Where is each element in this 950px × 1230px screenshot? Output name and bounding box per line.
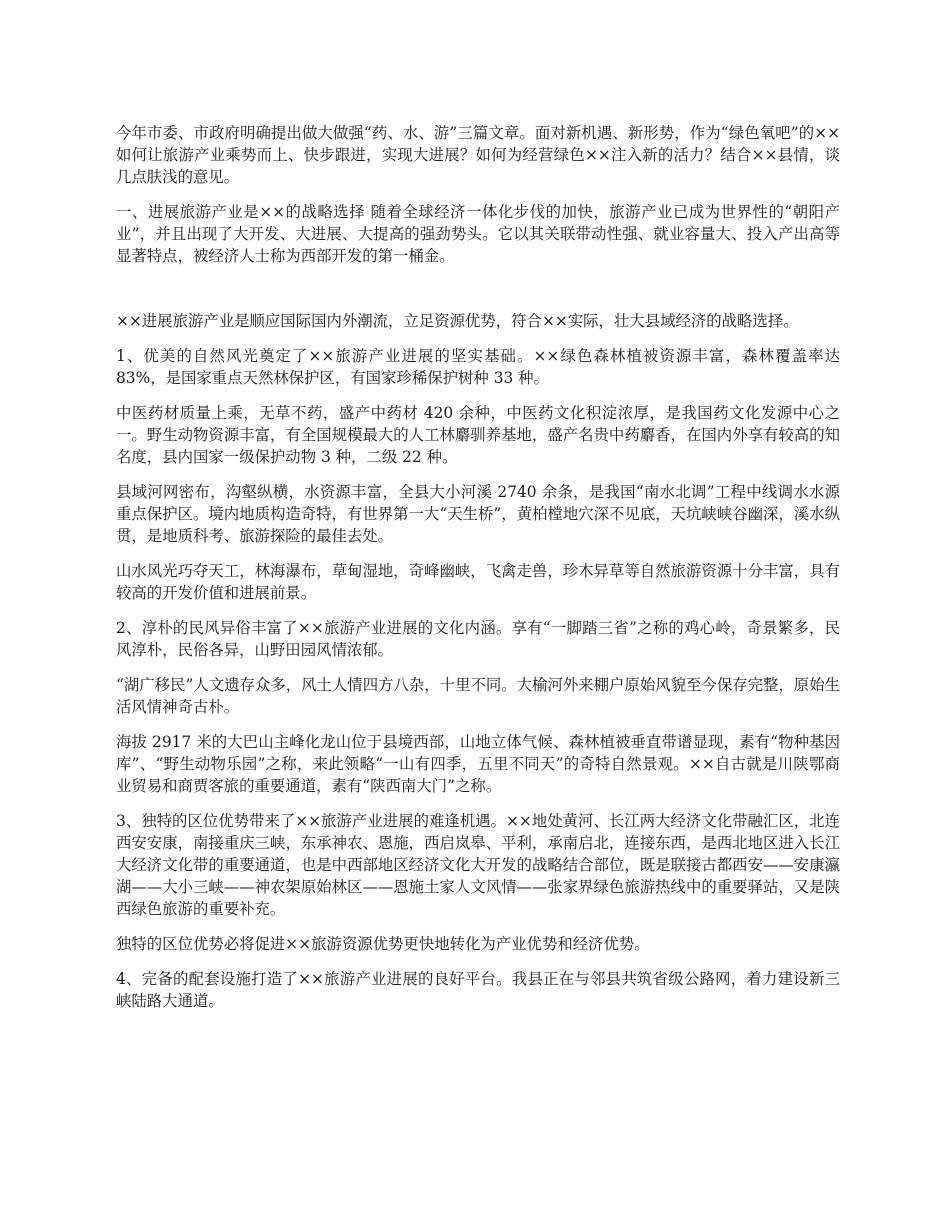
paragraph-scenery: 山水风光巧夺天工，林海瀑布，草甸湿地，奇峰幽峡，飞禽走兽，珍木异草等自然旅游资源十分丰富，具有较高的开发价值和进展前景。 [116,562,840,602]
paragraph-section-1-heading: 一、进展旅游产业是××的战略选择 随着全球经济一体化步伐的加快，旅游产业已成为世界性的“朝阳产业”，并且出现了大开发、大进展、大提高的强劲势头。它以其关联带动性强、就业容量大、投入产出高等显著特点，被经济人士称为西部开发的第一桶金。 [116,203,840,265]
paragraph-point-1: 1、优美的自然风光奠定了××旅游产业进展的坚实基础。××绿色森林植被资源丰富，森林覆盖率达 83%，是国家重点天然林保护区，有国家珍稀保护树种 33 种。 [116,347,840,387]
paragraph-herbs: 中医药材质量上乘，无草不药，盛产中药材 420 余种，中医药文化积淀浓厚，是我国药文化发源中心之一。野生动物资源丰富，有全国规模最大的人工林麝驯养基地，盛产名贵中药麝香，在国内外享有较高的知名度，县内国家一级保护动物 3 种，二级 22 种。 [116,404,840,466]
document-body [116,122,840,1025]
paragraph-point-2: 2、淳朴的民风异俗丰富了××旅游产业进展的文化内涵。享有“一脚踏三省”之称的鸡心岭，奇景繁多，民风淳朴，民俗各异，山野田园风情浓郁。 [116,619,840,659]
paragraph-mountain: 海拔 2917 米的大巴山主峰化龙山位于县境西部，山地立体气候、森林植被垂直带谱显现，素有“物种基因库”、“野生动物乐园”之称，来此领略“一山有四季，五里不同天”的奇特自然景观。××自古就是川陕鄂商业贸易和商贾客旅的重要通道，素有“陕西南大门”之称。 [116,733,840,795]
paragraph-migrants: “湖广移民”人文遗存众多，风土人情四方八杂，十里不同。大榆河外来棚户原始风貌至今保存完整，原始生活风情神奇古朴。 [116,676,840,716]
paragraph-strategy: ××进展旅游产业是顺应国际国内外潮流，立足资源优势，符合××实际，壮大县域经济的战略选择。 [116,312,799,330]
paragraph-rivers: 县域河网密布，沟壑纵横，水资源丰富，全县大小河溪 2740 余条，是我国“南水北调”工程中线调水水源重点保护区。境内地质构造奇特，有世界第一大“天生桥”，黄柏樘地穴深不见底，天坑峡峡谷幽深，溪水纵贯，是地质科考、旅游探险的最佳去处。 [116,483,840,545]
paragraph-location-advantage: 独特的区位优势必将促进××旅游资源优势更快地转化为产业优势和经济优势。 [116,935,650,953]
paragraph-point-3: 3、独特的区位优势带来了××旅游产业进展的难逢机遇。××地处黄河、长江两大经济文化带融汇区，北连西安安康，南接重庆三峡，东承神农、恩施，西启岚皋、平利，承南启北，连接东西，是西北地区进入长江大经济文化带的重要通道，也是中西部地区经济文化大开发的战略结合部位，既是联接古都西安——安康瀛湖——大小三峡——神农架原始林区——恩施土家人文风情——张家界绿色旅游热线中的重要驿站，又是陕西绿色旅游的重要补充。 [116,812,840,918]
paragraph-intro: 今年市委、市政府明确提出做大做强“药、水、游”三篇文章。面对新机遇、新形势，作为“绿色氧吧”的××如何让旅游产业乘势而上、快步跟进，实现大进展？如何为经营绿色××注入新的活力？结合××县情，谈几点肤浅的意见。 [116,124,840,186]
paragraph-point-4: 4、完备的配套设施打造了××旅游产业进展的良好平台。我县正在与邻县共筑省级公路网，着力建设新三峡陆路大通道。 [116,970,840,1010]
